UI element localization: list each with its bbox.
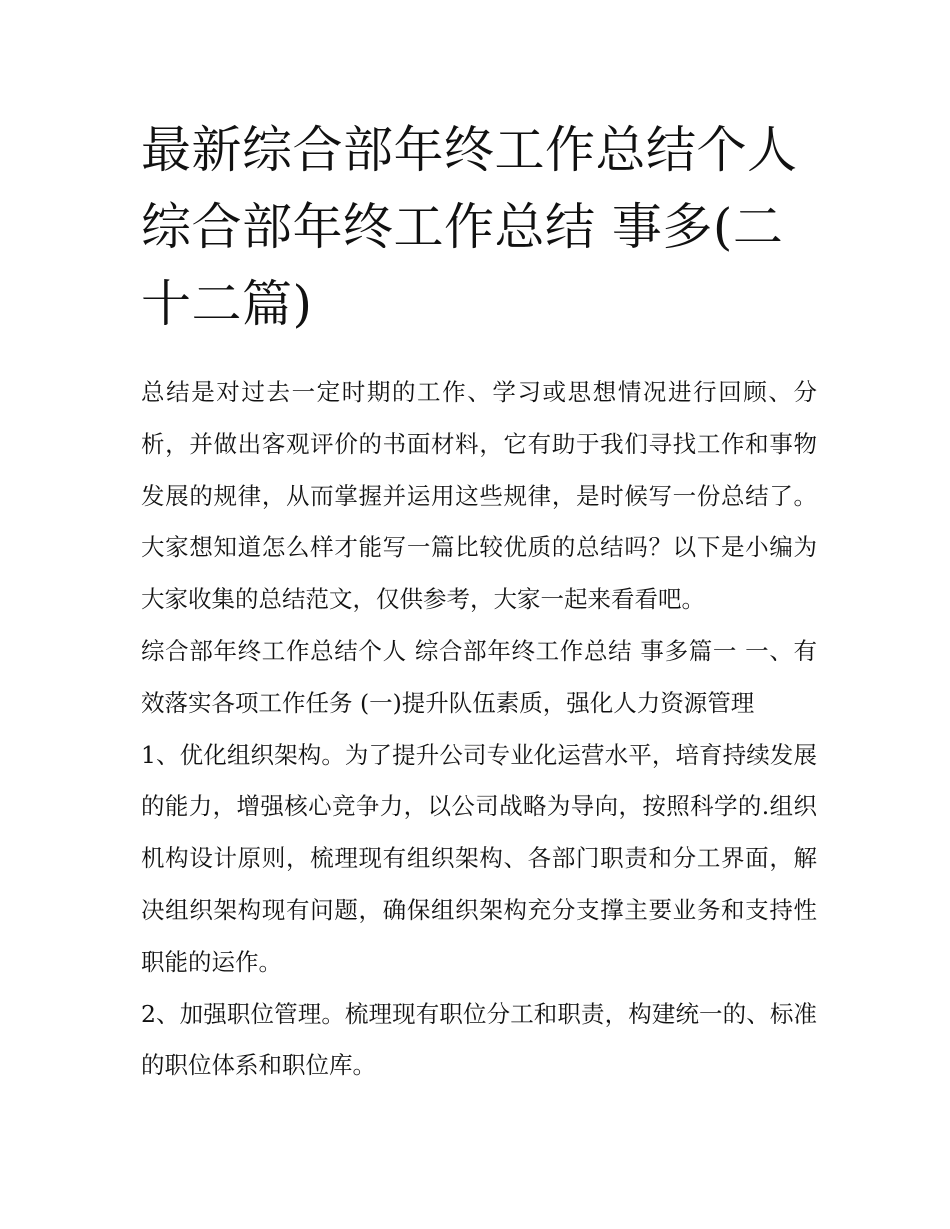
title-line: 综合部年终工作总结 事多(二 <box>141 198 784 256</box>
item-2-paragraph: 2、加强职位管理。梳理现有职位分工和职责，构建统一的、标准的职位体系和职位库。 <box>141 999 817 1080</box>
section-heading-paragraph: 综合部年终工作总结个人 综合部年终工作总结 事多篇一 一、有效落实各项工作任务 (一)提升队伍素质，强化人力资源管理 <box>141 636 817 717</box>
title-line: 最新综合部年终工作总结个人 <box>141 121 798 179</box>
document-content <box>141 112 817 1092</box>
document-body <box>141 367 817 1092</box>
item-1-paragraph: 1、优化组织架构。为了提升公司专业化运营水平，培育持续发展的能力，增强核心竞争力，以公司战略为导向，按照科学的.组织机构设计原则，梳理现有组织架构、各部门职责和分工界面，解决组织架构现有问题，确保组织架构充分支撑主要业务和支持性职能的运作。 <box>141 740 817 976</box>
intro-paragraph: 总结是对过去一定时期的工作、学习或思想情况进行回顾、分析，并做出客观评价的书面材料，它有助于我们寻找工作和事物发展的规律，从而掌握并运用这些规律，是时候写一份总结了。大家想知道怎么样才能写一篇比较优质的总结吗？以下是小编为大家收集的总结范文，仅供参考，大家一起来看看吧。 <box>141 378 817 614</box>
document-title <box>141 112 817 343</box>
title-line: 十二篇) <box>141 275 313 333</box>
